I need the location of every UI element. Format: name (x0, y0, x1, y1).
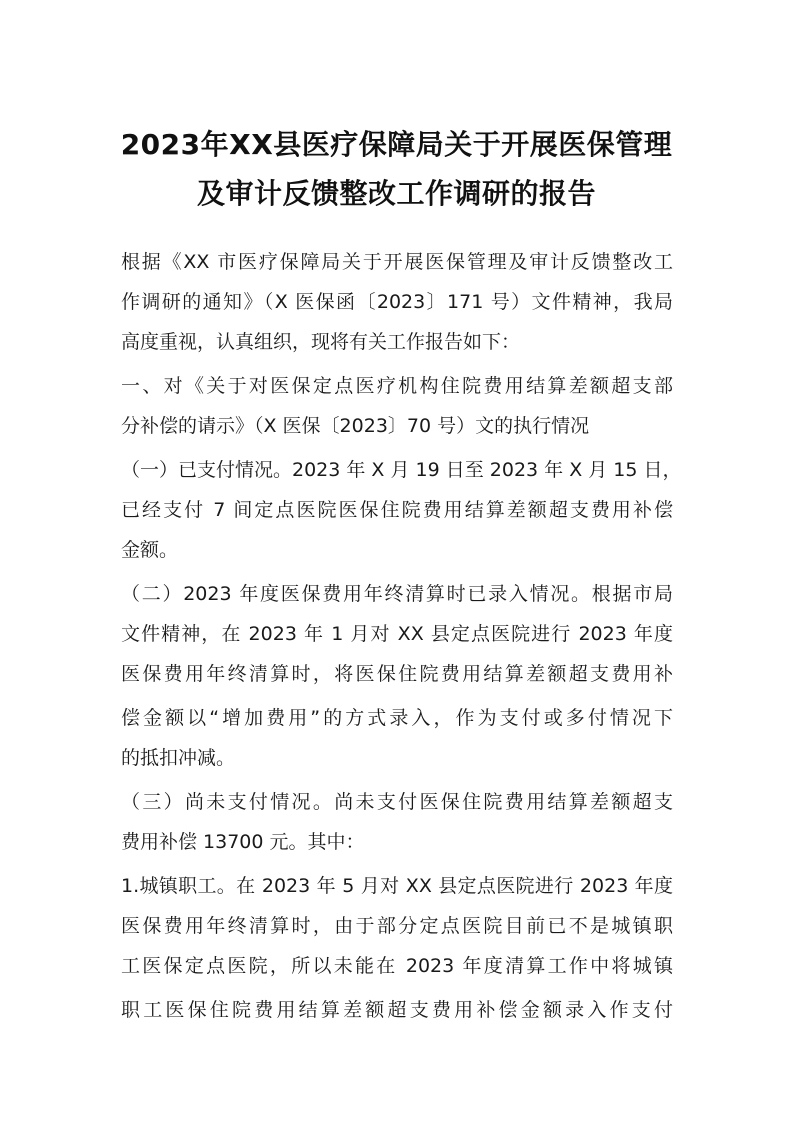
body-line-8: 金额。 (121, 539, 179, 561)
body-line-3: 高度重视，认真组织，现将有关工作报告如下： (121, 331, 521, 353)
body-line-5: 分补偿的请示》（X 医保〔2023〕70 号）文的执行情况 (121, 415, 590, 437)
body-line-17: 医保费用年终清算时，由于部分定点医院目前已不是城镇职 (121, 915, 673, 937)
body-line-2: 作调研的通知》（X 医保函〔2023〕171 号）文件精神，我局 (121, 291, 673, 313)
body-line-16: 1.城镇职工。在 2023 年 5 月对 XX 县定点医院进行 2023 年度 (121, 875, 673, 897)
body-line-9: （二）2023 年度医保费用年终清算时已录入情况。根据市局 (121, 583, 673, 605)
body-line-15: 费用补偿 13700 元。其中： (121, 831, 365, 853)
body-line-18: 工医保定点医院，所以未能在 2023 年度清算工作中将城镇 (121, 955, 673, 977)
body-line-6: （一）已支付情况。2023 年 X 月 19 日至 2023 年 X 月 15 日， (121, 459, 682, 481)
body-line-4: 一、对《关于对医保定点医疗机构住院费用结算差额超支部 (121, 375, 673, 397)
body-line-11: 医保费用年终清算时，将医保住院费用结算差额超支费用补 (121, 663, 673, 685)
body-line-7: 已经支付 7 间定点医院医保住院费用结算差额超支费用补偿 (121, 499, 673, 521)
body-line-12: 偿金额以“增加费用”的方式录入，作为支付或多付情况下 (121, 707, 673, 729)
document-title-line-1: 2023年XX县医疗保障局关于开展医保管理 (120, 128, 673, 161)
body-line-13: 的抵扣冲减。 (121, 747, 236, 769)
body-line-1: 根据《XX 市医疗保障局关于开展医保管理及审计反馈整改工 (121, 251, 673, 273)
body-line-14: （三）尚未支付情况。尚未支付医保住院费用结算差额超支 (121, 791, 673, 813)
body-line-10: 文件精神，在 2023 年 1 月对 XX 县定点医院进行 2023 年度 (121, 623, 673, 645)
body-line-19: 职工医保住院费用结算差额超支费用补偿金额录入作支付 (121, 999, 673, 1021)
document-title-line-2: 及审计反馈整改工作调研的报告 (196, 177, 596, 210)
